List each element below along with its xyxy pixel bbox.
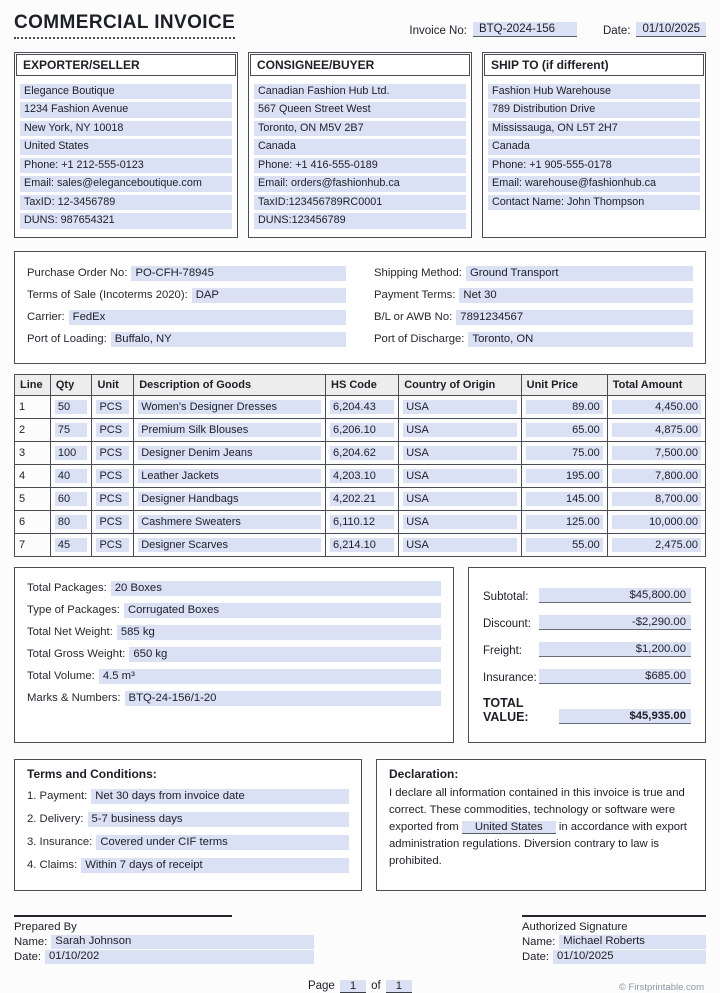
invoice-date-field[interactable]: 01/10/2025 xyxy=(636,22,706,37)
discount-label: Discount: xyxy=(483,617,531,630)
authorized-signature-line xyxy=(522,915,706,917)
consignee-lines xyxy=(249,77,471,237)
freight-row xyxy=(483,642,691,657)
total-packages-field[interactable]: 20 Boxes xyxy=(111,581,441,596)
payment-terms-row xyxy=(374,288,693,303)
exporter-email-field[interactable]: Email: sales@eleganceboutique.com xyxy=(20,176,232,191)
origin-field[interactable]: USA xyxy=(403,492,516,506)
hs-code-field[interactable]: 6,206.10 xyxy=(330,423,394,437)
consignee-company-field[interactable]: Canadian Fashion Hub Ltd. xyxy=(254,84,466,99)
col-header-unit-price: Unit Price xyxy=(521,374,607,395)
table-row xyxy=(15,441,706,464)
col-header-unit: Unit xyxy=(92,374,134,395)
terms-of-sale-field[interactable]: DAP xyxy=(192,288,346,303)
volume-field[interactable]: 4.5 m³ xyxy=(99,669,441,684)
summary-row xyxy=(14,567,706,743)
unit-field[interactable]: PCS xyxy=(96,492,129,506)
insurance-row xyxy=(483,669,691,684)
exporter-country-field[interactable]: United States xyxy=(20,139,232,154)
declaration-text-before: I declare all information contained in this invoice is true and correct. These commodities, technology or software were exported from xyxy=(389,786,685,833)
total-amount-field[interactable]: 4,450.00 xyxy=(612,400,701,414)
description-field[interactable]: Designer Handbags xyxy=(138,492,321,506)
origin-field[interactable]: USA xyxy=(403,538,516,552)
exporter-heading: EXPORTER/SELLER xyxy=(16,54,236,76)
shipment-details-box xyxy=(14,251,706,364)
total-amount-field[interactable]: 2,475.00 xyxy=(612,538,701,552)
ship-to-box xyxy=(482,52,706,238)
total-packages-label: Total Packages: xyxy=(27,582,107,595)
description-field[interactable]: Leather Jackets xyxy=(138,469,321,483)
total-amount-field[interactable]: 10,000.00 xyxy=(612,515,701,529)
total-amount-field[interactable]: 7,500.00 xyxy=(612,446,701,460)
consignee-heading: CONSIGNEE/BUYER xyxy=(250,54,470,76)
origin-field[interactable]: USA xyxy=(403,515,516,529)
col-header-hs-code: HS Code xyxy=(326,374,399,395)
port-of-loading-field[interactable]: Buffalo, NY xyxy=(111,332,346,347)
carrier-label: Carrier: xyxy=(27,311,65,324)
date-label: Date: xyxy=(602,25,631,37)
marks-numbers-row xyxy=(27,691,441,706)
invoice-meta xyxy=(409,22,706,39)
delivery-term-label: 2. Delivery: xyxy=(27,813,84,826)
total-amount-field[interactable]: 8,700.00 xyxy=(612,492,701,506)
exporter-lines xyxy=(15,77,237,237)
consignee-box xyxy=(248,52,472,238)
hs-code-field[interactable]: 6,204.62 xyxy=(330,446,394,460)
shipping-method-row xyxy=(374,266,693,281)
terms-of-sale-row xyxy=(27,288,346,303)
subtotal-row xyxy=(483,588,691,603)
total-value-field[interactable]: $45,935.00 xyxy=(559,709,691,724)
authorized-date-row xyxy=(522,950,706,964)
unit-price-field[interactable]: 145.00 xyxy=(526,492,603,506)
consignee-country-field[interactable]: Canada xyxy=(254,139,466,154)
line-no-cell: 2 xyxy=(15,418,51,441)
copyright-notice: © Firstprintable.com xyxy=(618,981,704,993)
shipping-method-field[interactable]: Ground Transport xyxy=(466,266,693,281)
shipment-left-column xyxy=(27,259,346,354)
ship-to-city-field[interactable]: Mississauga, ON L5T 2H7 xyxy=(488,121,700,136)
table-row xyxy=(15,418,706,441)
items-table-header xyxy=(15,374,706,395)
invoice-no-label: Invoice No: xyxy=(409,25,467,37)
freight-field[interactable]: $1,200.00 xyxy=(539,642,691,657)
line-no-cell: 3 xyxy=(15,441,51,464)
consignee-email-field[interactable]: Email: orders@fashionhub.ca xyxy=(254,176,466,191)
description-field[interactable]: Premium Silk Blouses xyxy=(138,423,321,437)
authorized-name-label: Name: xyxy=(522,935,556,948)
table-row xyxy=(15,464,706,487)
ship-to-company-field[interactable]: Fashion Hub Warehouse xyxy=(488,84,700,99)
carrier-field[interactable]: FedEx xyxy=(69,310,346,325)
net-weight-label: Total Net Weight: xyxy=(27,626,113,639)
ship-to-country-field[interactable]: Canada xyxy=(488,139,700,154)
header xyxy=(14,12,706,39)
qty-field[interactable]: 100 xyxy=(55,446,88,460)
gross-weight-row xyxy=(27,647,441,662)
table-row xyxy=(15,533,706,556)
insurance-term-row xyxy=(27,835,349,850)
line-no-cell: 5 xyxy=(15,487,51,510)
description-field[interactable]: Designer Scarves xyxy=(138,538,321,552)
hs-code-field[interactable]: 6,214.10 xyxy=(330,538,394,552)
insurance-term-field[interactable]: Covered under CIF terms xyxy=(96,835,349,850)
hs-code-field[interactable]: 4,203.10 xyxy=(330,469,394,483)
payment-terms-field[interactable]: Net 30 xyxy=(459,288,693,303)
page-footer xyxy=(14,980,706,993)
port-of-discharge-label: Port of Discharge: xyxy=(374,333,465,346)
signatures-row xyxy=(14,915,706,964)
line-no-cell: 1 xyxy=(15,395,51,418)
totals-box xyxy=(468,567,706,743)
consignee-city-field[interactable]: Toronto, ON M5V 2B7 xyxy=(254,121,466,136)
hs-code-field[interactable]: 6,110.12 xyxy=(330,515,394,529)
ship-to-email-field[interactable]: Email: warehouse@fashionhub.ca xyxy=(488,176,700,191)
delivery-term-row xyxy=(27,812,349,827)
prepared-by-date-field[interactable]: 01/10/202 xyxy=(45,950,314,964)
line-no-cell: 7 xyxy=(15,533,51,556)
discount-field[interactable]: -$2,290.00 xyxy=(539,615,691,630)
port-of-discharge-field[interactable]: Toronto, ON xyxy=(468,332,693,347)
insurance-label: Insurance: xyxy=(483,671,537,684)
ship-to-heading: SHIP TO (if different) xyxy=(484,54,704,76)
col-header-origin: Country of Origin xyxy=(399,374,521,395)
page-number-field[interactable]: 1 xyxy=(340,980,366,993)
insurance-term-label: 3. Insurance: xyxy=(27,836,93,849)
subtotal-field[interactable]: $45,800.00 xyxy=(539,588,691,603)
declaration-text xyxy=(389,785,693,870)
prepared-by-name-label: Name: xyxy=(14,935,48,948)
port-of-discharge-row xyxy=(374,332,693,347)
port-of-loading-label: Port of Loading: xyxy=(27,333,107,346)
terms-declaration-row xyxy=(14,759,706,891)
purchase-order-field[interactable]: PO-CFH-78945 xyxy=(131,266,346,281)
table-row xyxy=(15,395,706,418)
declaration-box xyxy=(376,759,706,891)
exporter-phone-field[interactable]: Phone: +1 212-555-0123 xyxy=(20,158,232,173)
marks-numbers-field[interactable]: BTQ-24-156/1-20 xyxy=(125,691,441,706)
hs-code-field[interactable]: 6,204.43 xyxy=(330,400,394,414)
marks-numbers-label: Marks & Numbers: xyxy=(27,692,121,705)
gross-weight-field[interactable]: 650 kg xyxy=(129,647,441,662)
page-of-label: of xyxy=(371,980,381,993)
payment-term-field[interactable]: Net 30 days from invoice date xyxy=(91,789,349,804)
unit-field[interactable]: PCS xyxy=(96,469,129,483)
exporter-company-field[interactable]: Elegance Boutique xyxy=(20,84,232,99)
ship-to-phone-field[interactable]: Phone: +1 905-555-0178 xyxy=(488,158,700,173)
col-header-qty: Qty xyxy=(50,374,92,395)
origin-field[interactable]: USA xyxy=(403,446,516,460)
insurance-field[interactable]: $685.00 xyxy=(539,669,691,684)
table-row xyxy=(15,510,706,533)
exporter-taxid-field[interactable]: TaxID: 12-3456789 xyxy=(20,195,232,210)
authorized-date-field[interactable]: 01/10/2025 xyxy=(553,950,706,964)
consignee-duns-field[interactable]: DUNS:123456789 xyxy=(254,213,466,228)
carrier-row xyxy=(27,310,346,325)
description-field[interactable]: Cashmere Sweaters xyxy=(138,515,321,529)
unit-price-field[interactable]: 195.00 xyxy=(526,469,603,483)
shipment-right-column xyxy=(374,259,693,354)
package-type-label: Type of Packages: xyxy=(27,604,120,617)
prepared-by-block xyxy=(14,915,314,964)
port-of-loading-row xyxy=(27,332,346,347)
prepared-by-title: Prepared By xyxy=(14,920,77,933)
net-weight-field[interactable]: 585 kg xyxy=(117,625,441,640)
col-header-description: Description of Goods xyxy=(134,374,326,395)
ship-to-address-field[interactable]: 789 Distribution Drive xyxy=(488,102,700,117)
unit-field[interactable]: PCS xyxy=(96,538,129,552)
col-header-line: Line xyxy=(15,374,51,395)
origin-field[interactable]: USA xyxy=(403,423,516,437)
qty-field[interactable]: 45 xyxy=(55,538,88,552)
qty-field[interactable]: 75 xyxy=(55,423,88,437)
terms-box xyxy=(14,759,362,891)
purchase-order-label: Purchase Order No: xyxy=(27,267,128,280)
table-row xyxy=(15,487,706,510)
total-packages-row xyxy=(27,581,441,596)
page-label: Page xyxy=(307,980,335,993)
unit-field[interactable]: PCS xyxy=(96,446,129,460)
unit-price-field[interactable]: 65.00 xyxy=(526,423,603,437)
terms-heading: Terms and Conditions: xyxy=(27,766,157,781)
exporter-city-field[interactable]: New York, NY 10018 xyxy=(20,121,232,136)
total-amount-field[interactable]: 4,875.00 xyxy=(612,423,701,437)
authorized-signature-block xyxy=(522,915,706,964)
col-header-total: Total Amount xyxy=(607,374,705,395)
unit-field[interactable]: PCS xyxy=(96,423,129,437)
shipping-method-label: Shipping Method: xyxy=(374,267,462,280)
prepared-by-name-row xyxy=(14,935,314,949)
hs-code-field[interactable]: 4,202.21 xyxy=(330,492,394,506)
ship-to-contact-field[interactable]: Contact Name: John Thompson xyxy=(488,195,700,210)
authorized-name-row xyxy=(522,935,706,949)
volume-label: Total Volume: xyxy=(27,670,95,683)
package-info-box xyxy=(14,567,454,743)
declaration-text-after: in accordance with export administration regulations. Diversion contrary to law is prohibited. xyxy=(389,820,687,867)
payment-term-label: 1. Payment: xyxy=(27,790,88,803)
line-items-table xyxy=(14,374,706,557)
qty-field[interactable]: 80 xyxy=(55,515,88,529)
payment-terms-label: Payment Terms: xyxy=(374,289,456,302)
qty-field[interactable]: 40 xyxy=(55,469,88,483)
ship-to-lines xyxy=(483,77,705,218)
unit-price-field[interactable]: 75.00 xyxy=(526,446,603,460)
line-no-cell: 4 xyxy=(15,464,51,487)
origin-field[interactable]: USA xyxy=(403,469,516,483)
qty-field[interactable]: 50 xyxy=(55,400,88,414)
discount-row xyxy=(483,615,691,630)
exporter-box xyxy=(14,52,238,238)
total-amount-field[interactable]: 7,800.00 xyxy=(612,469,701,483)
consignee-phone-field[interactable]: Phone: +1 416-555-0189 xyxy=(254,158,466,173)
net-weight-row xyxy=(27,625,441,640)
total-value-label: TOTAL VALUE: xyxy=(483,695,529,724)
consignee-address-field[interactable]: 567 Queen Street West xyxy=(254,102,466,117)
freight-label: Freight: xyxy=(483,644,522,657)
authorized-date-label: Date: xyxy=(522,950,550,963)
description-field[interactable]: Women's Designer Dresses xyxy=(138,400,321,414)
line-no-cell: 6 xyxy=(15,510,51,533)
declaration-country-field[interactable]: United States xyxy=(462,821,556,834)
exporter-duns-field[interactable]: DUNS: 987654321 xyxy=(20,213,232,228)
page-total-field[interactable]: 1 xyxy=(386,980,412,993)
package-type-row xyxy=(27,603,441,618)
unit-field[interactable]: PCS xyxy=(96,515,129,529)
payment-term-row xyxy=(27,789,349,804)
description-field[interactable]: Designer Denim Jeans xyxy=(138,446,321,460)
origin-field[interactable]: USA xyxy=(403,400,516,414)
claims-term-field[interactable]: Within 7 days of receipt xyxy=(81,858,349,873)
unit-price-field[interactable]: 89.00 xyxy=(526,400,603,414)
unit-price-field[interactable]: 55.00 xyxy=(526,538,603,552)
awb-no-field[interactable]: 7891234567 xyxy=(456,310,693,325)
delivery-term-field[interactable]: 5-7 business days xyxy=(88,812,349,827)
qty-field[interactable]: 60 xyxy=(55,492,88,506)
declaration-heading: Declaration: xyxy=(389,766,459,781)
authorized-signature-title: Authorized Signature xyxy=(522,920,628,933)
prepared-by-date-label: Date: xyxy=(14,950,42,963)
claims-term-label: 4. Claims: xyxy=(27,859,78,872)
parties-row xyxy=(14,52,706,238)
page-title: COMMERCIAL INVOICE xyxy=(14,12,235,39)
consignee-taxid-field[interactable]: TaxID:123456789RC0001 xyxy=(254,195,466,210)
invoice-no-field[interactable]: BTQ-2024-156 xyxy=(473,22,577,37)
unit-price-field[interactable]: 125.00 xyxy=(526,515,603,529)
subtotal-label: Subtotal: xyxy=(483,590,529,603)
total-value-row xyxy=(483,696,691,724)
prepared-by-name-field[interactable]: Sarah Johnson xyxy=(51,935,314,949)
volume-row xyxy=(27,669,441,684)
gross-weight-label: Total Gross Weight: xyxy=(27,648,126,661)
prepared-by-date-row xyxy=(14,950,314,964)
purchase-order-row xyxy=(27,266,346,281)
unit-field[interactable]: PCS xyxy=(96,400,129,414)
exporter-address-field[interactable]: 1234 Fashion Avenue xyxy=(20,102,232,117)
awb-no-label: B/L or AWB No: xyxy=(374,311,453,324)
awb-no-row xyxy=(374,310,693,325)
package-type-field[interactable]: Corrugated Boxes xyxy=(124,603,441,618)
prepared-by-signature-line xyxy=(14,915,232,917)
claims-term-row xyxy=(27,858,349,873)
authorized-name-field[interactable]: Michael Roberts xyxy=(559,935,706,949)
terms-of-sale-label: Terms of Sale (Incoterms 2020): xyxy=(27,289,188,302)
